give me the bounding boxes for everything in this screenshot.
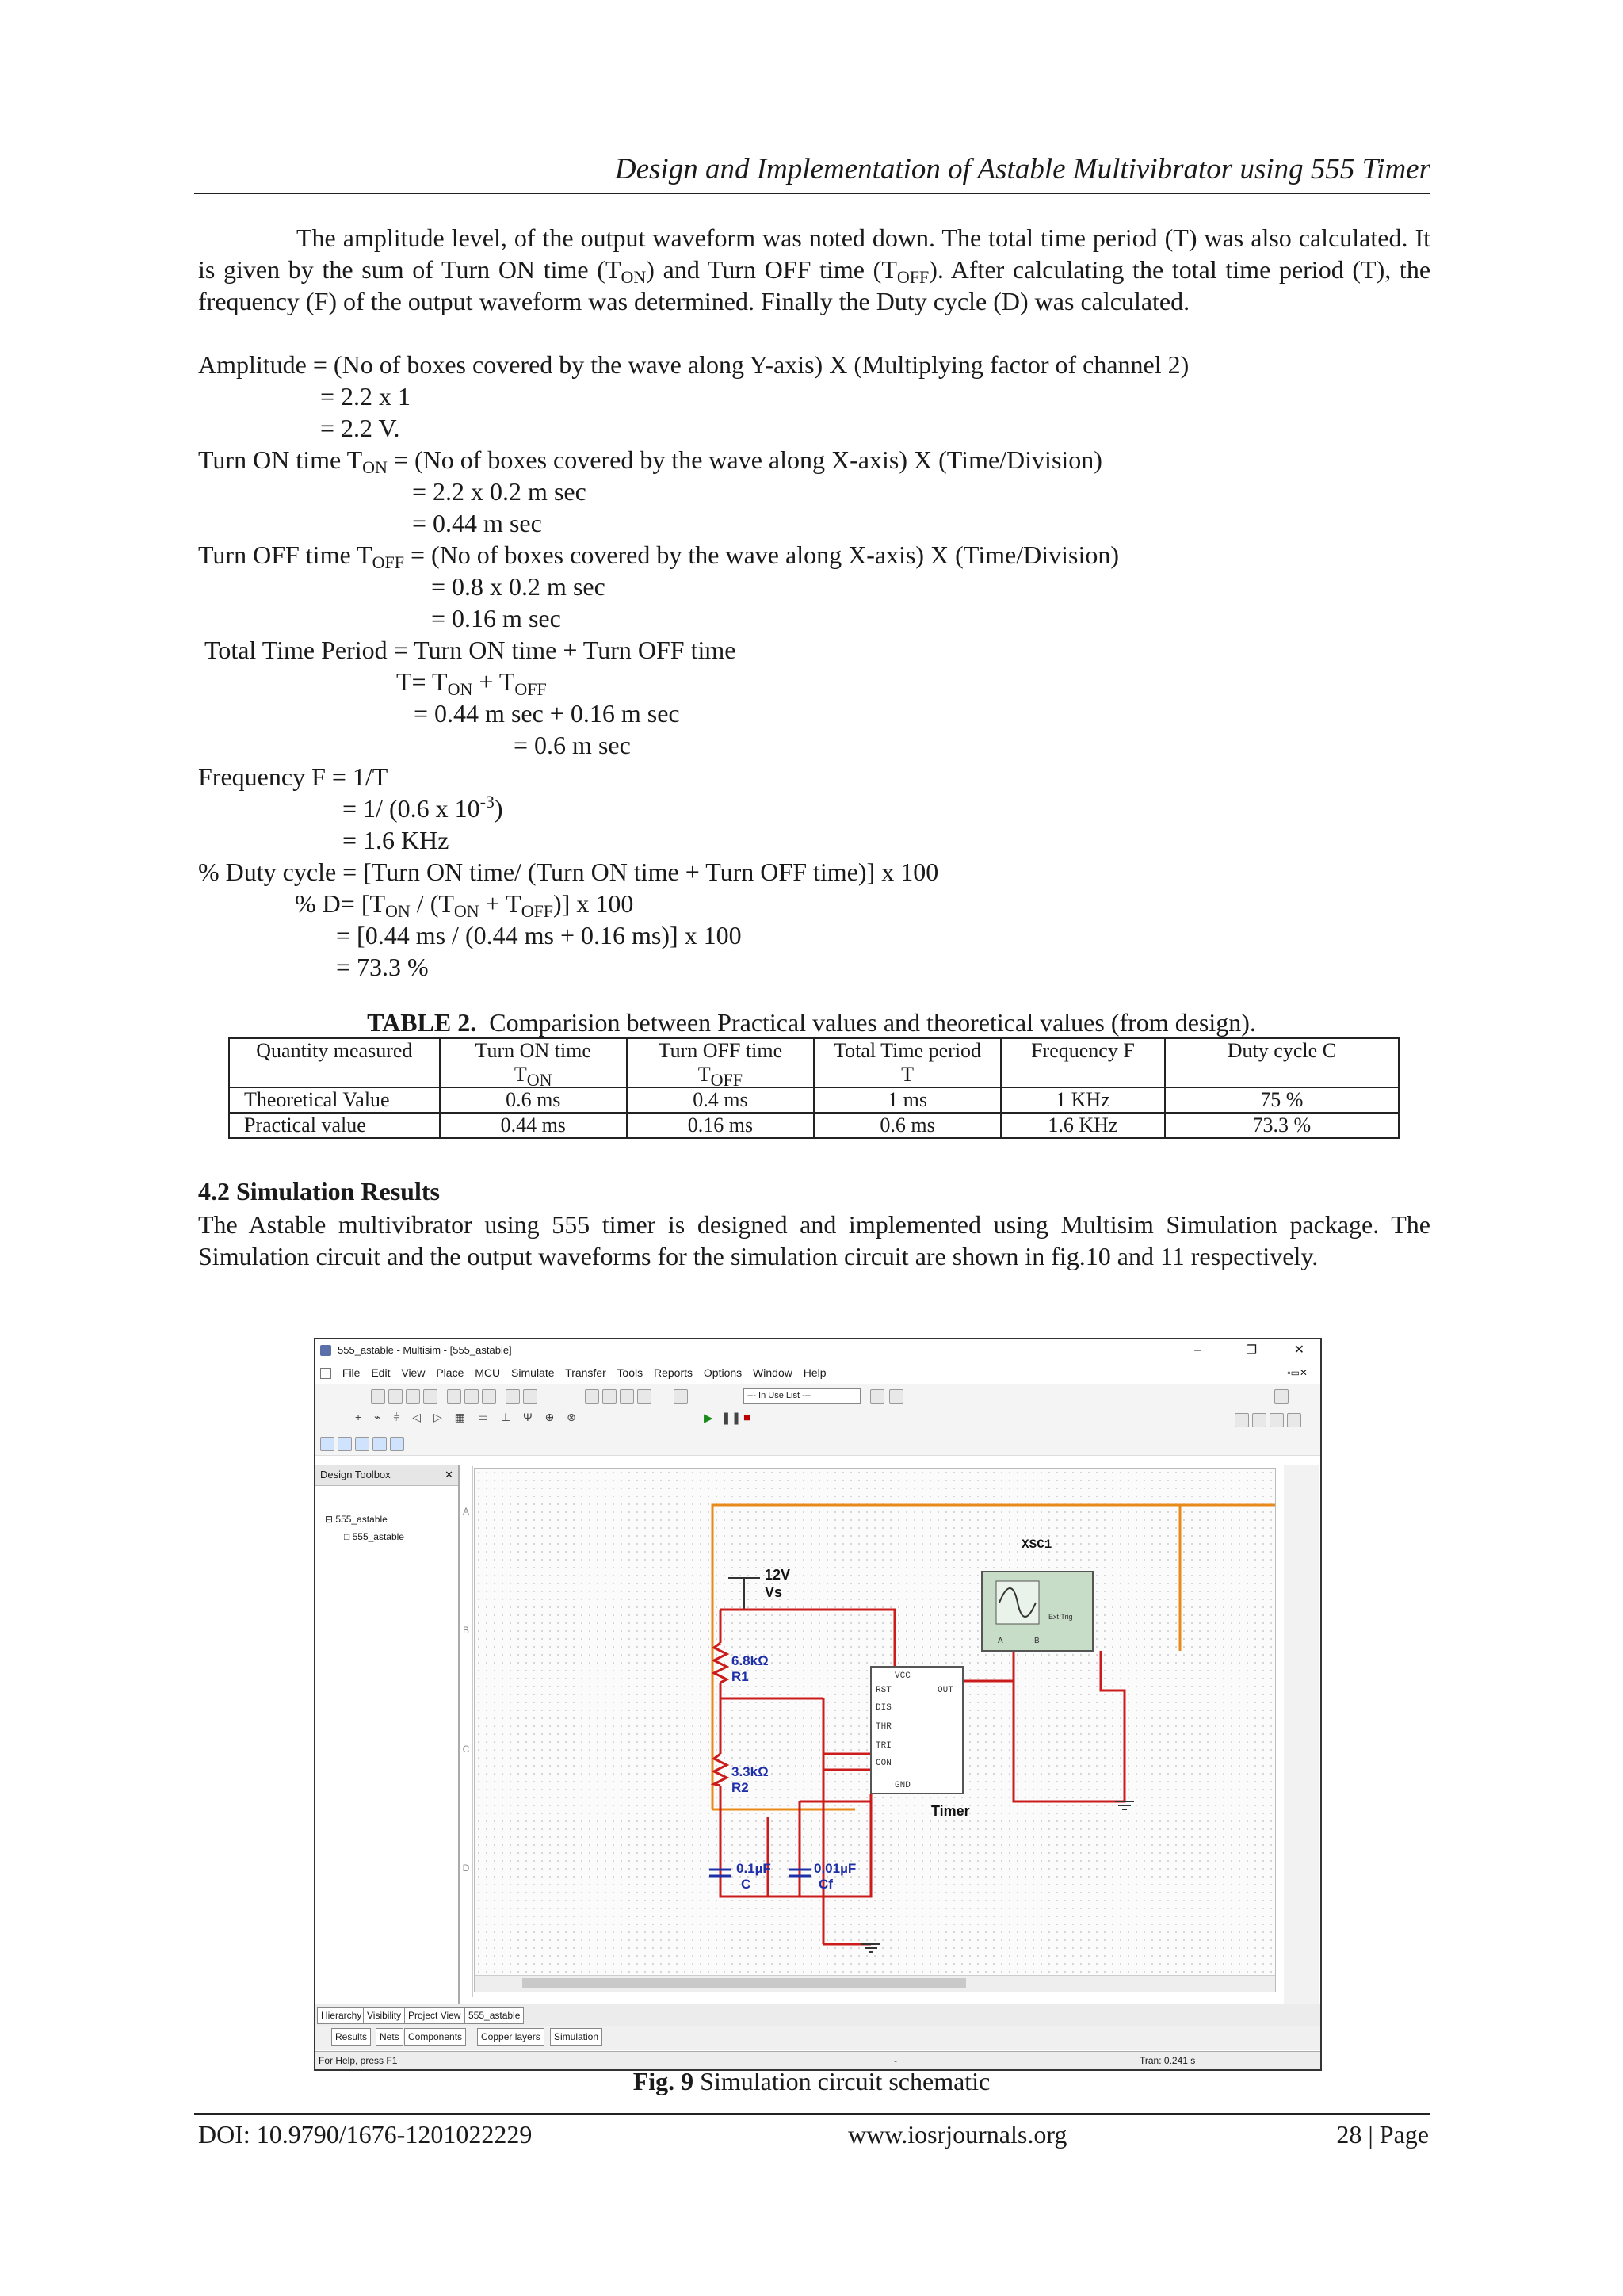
tree-child-label: 555_astable <box>352 1531 404 1542</box>
calc-amplitude-line: Amplitude = (No of boxes covered by the wave along Y-axis) X (Multiplying factor of channel 2) <box>198 350 1190 379</box>
ton-sub: ON <box>362 457 388 477</box>
tab-document[interactable]: 555_astable <box>464 2007 524 2024</box>
figure-caption-text: Simulation circuit schematic <box>700 2067 991 2095</box>
duty-sub-2: ON <box>453 901 479 921</box>
horizontal-scrollbar[interactable] <box>475 1975 1275 1992</box>
calc-amplitude-result: = 2.2 V. <box>320 414 400 442</box>
intro-text-3: ). After calculating the total time period (T), the frequency (F) of the output waveform was determined. Finally the Duty cycle (D) was calculated. <box>198 255 1431 315</box>
calc-duty-result: = 73.3 % <box>336 953 429 981</box>
freq-step-a: = 1/ (0.6 x 10 <box>342 794 480 823</box>
supply-name: Vs <box>765 1584 783 1600</box>
calc-amplitude-step: = 2.2 x 1 <box>320 382 411 411</box>
in-use-list-select[interactable]: --- In Use List --- <box>743 1388 861 1404</box>
menu-transfer[interactable]: Transfer <box>565 1366 606 1379</box>
pin-out: OUT <box>938 1686 953 1695</box>
mdi-controls[interactable]: ▫▭✕ <box>1287 1367 1308 1378</box>
period-plus: + T <box>472 667 515 696</box>
zoom-out-icon[interactable] <box>1252 1413 1266 1427</box>
toolbar-components <box>315 1408 1320 1432</box>
comparison-table <box>228 1037 1400 1139</box>
scope-label: XSC1 <box>1022 1538 1052 1552</box>
r2-body <box>714 1754 727 1786</box>
pause-icon[interactable]: ❚❚ <box>721 1412 742 1425</box>
tree-node-child[interactable]: □ 555_astable <box>344 1531 404 1542</box>
cut-icon[interactable] <box>447 1389 461 1404</box>
row-label: A <box>462 1506 469 1517</box>
calc-frequency-result: = 1.6 KHz <box>342 826 449 854</box>
table-cell: 1.6 KHz <box>1001 1113 1165 1138</box>
ext-trig-label: Ext Trig <box>1048 1613 1073 1621</box>
table-cell: 0.4 ms <box>627 1087 814 1113</box>
duty-d: )] x 100 <box>553 889 634 918</box>
calc-toff-line <box>198 539 1119 571</box>
table-cell: 0.6 ms <box>440 1087 627 1113</box>
ton-formula: = (No of boxes covered by the wave along X-axis) X (Time/Division) <box>387 445 1102 474</box>
restore-icon[interactable]: ❐ <box>1246 1343 1257 1357</box>
menu-view[interactable]: View <box>401 1366 426 1379</box>
save-icon[interactable] <box>406 1389 420 1404</box>
period-sub-off: OFF <box>514 679 547 699</box>
duty-a: % D= [T <box>295 889 386 918</box>
freq-step-b: ) <box>494 794 503 823</box>
table-row <box>229 1087 1399 1113</box>
table-header-row <box>229 1038 1399 1087</box>
toff-formula: = (No of boxes covered by the wave along X-axis) X (Time/Division) <box>403 541 1119 569</box>
scope-channel-a: A <box>998 1637 1003 1645</box>
menu-mcu[interactable]: MCU <box>475 1366 501 1379</box>
zoom-in-icon[interactable] <box>1235 1413 1249 1427</box>
orange-wire <box>712 1505 1275 1809</box>
table-cell: 0.6 ms <box>814 1113 1001 1138</box>
row-label: D <box>462 1862 470 1874</box>
instruments-bar <box>1284 1465 1319 2004</box>
multisim-screenshot <box>314 1338 1322 2071</box>
table-cell: 1 KHz <box>1001 1087 1165 1113</box>
table-cell: Theoretical Value <box>229 1087 440 1113</box>
zoom-fit-icon[interactable] <box>1287 1413 1301 1427</box>
tab-nets[interactable]: Nets <box>376 2028 403 2046</box>
calc-frequency-step <box>342 793 503 824</box>
calc-duty-line: % Duty cycle = [Turn ON time/ (Turn ON time + Turn OFF time)] x 100 <box>198 858 939 886</box>
scroll-thumb[interactable] <box>522 1978 966 1988</box>
instrument-icon[interactable] <box>355 1437 369 1451</box>
table-caption-text: Comparision between Practical values and theoretical values (from design). <box>489 1008 1256 1037</box>
component-icon[interactable] <box>602 1389 617 1404</box>
instrument-icon[interactable] <box>320 1437 334 1451</box>
new-icon[interactable] <box>371 1389 385 1404</box>
redo-icon[interactable] <box>523 1389 537 1404</box>
question-icon[interactable] <box>889 1389 903 1404</box>
tab-hierarchy[interactable]: Hierarchy <box>317 2007 365 2024</box>
project-tree <box>315 1507 458 1545</box>
toff-label: Turn OFF time T <box>198 541 372 569</box>
instrument-icon[interactable] <box>338 1437 352 1451</box>
menu-bar <box>315 1362 1320 1384</box>
footer-page: 28 | Page <box>1336 2120 1429 2149</box>
header-sym: T <box>697 1063 711 1086</box>
calc-period-line: Total Time Period = Turn ON time + Turn OFF time <box>204 636 736 664</box>
header-sym-sub: OFF <box>710 1070 743 1090</box>
menu-tools[interactable]: Tools <box>617 1366 643 1379</box>
grapher-icon[interactable] <box>637 1389 651 1404</box>
header-cell <box>814 1038 1001 1087</box>
copy-icon[interactable] <box>464 1389 479 1404</box>
header-cell <box>627 1038 814 1090</box>
calc-toff-step: = 0.8 x 0.2 m sec <box>431 572 605 601</box>
calc-ton-step: = 2.2 x 0.2 m sec <box>412 477 586 506</box>
tab-copper-layers[interactable]: Copper layers <box>477 2028 544 2046</box>
table-cell: Practical value <box>229 1113 440 1138</box>
paste-icon[interactable] <box>482 1389 496 1404</box>
open-icon[interactable] <box>388 1389 403 1404</box>
table-cell: 1 ms <box>814 1087 1001 1113</box>
tab-project-view[interactable]: Project View <box>404 2007 464 2024</box>
menu-file[interactable]: File <box>342 1366 361 1379</box>
period-t: T= T <box>396 667 448 696</box>
help-icon[interactable] <box>870 1389 884 1404</box>
cf-value: 0.01µF <box>814 1861 857 1876</box>
component-palette[interactable]: + ⌁ ⫩ ◁ ▷ ▦ ▭ ⊥ Ψ ⊕ ⊗ <box>355 1411 581 1423</box>
app-icon <box>320 1345 331 1356</box>
header-cell: Duty cycle C <box>1165 1038 1399 1087</box>
duty-sub-3: OFF <box>521 901 554 921</box>
pin-rst: RST <box>876 1686 892 1695</box>
instrument-icon[interactable] <box>372 1437 387 1451</box>
tab-components[interactable]: Components <box>404 2028 466 2046</box>
print-icon[interactable] <box>423 1389 437 1404</box>
bottom-tabbar <box>315 2004 1320 2027</box>
running-header: Design and Implementation of Astable Multivibrator using 555 Timer <box>614 153 1430 185</box>
intro-text-1: The amplitude level, of the output waveform was noted down. The total time period (T) was also calculated. It is given by the sum of Turn ON time ( <box>198 223 1430 284</box>
duty-b: / (T <box>410 889 454 918</box>
calc-duty-formula <box>295 888 633 919</box>
menu-reports[interactable]: Reports <box>653 1366 693 1379</box>
table-row <box>229 1113 1399 1138</box>
toolbox-buttons <box>315 1486 458 1507</box>
window-titlebar <box>315 1339 1320 1362</box>
window-title: 555_astable - Multisim - [555_astable] <box>338 1344 512 1356</box>
toolbox-close-icon[interactable]: ✕ <box>445 1469 453 1480</box>
calc-period-formula <box>396 666 547 697</box>
footer-rule <box>194 2113 1430 2115</box>
minimize-icon[interactable]: – <box>1194 1343 1201 1357</box>
duty-sub-1: ON <box>385 901 411 921</box>
c-value: 0.1µF <box>736 1861 771 1876</box>
r1-name: R1 <box>731 1669 749 1684</box>
toolbar-standard <box>315 1384 1320 1408</box>
tab-visibility[interactable]: Visibility <box>363 2007 405 2024</box>
ton-symbol: T <box>605 255 621 284</box>
tree-node-root[interactable]: ⊟ 555_astable <box>325 1514 388 1525</box>
supply-voltage: 12V <box>765 1567 791 1583</box>
toolbox-title-text: Design Toolbox <box>320 1469 391 1480</box>
menu-edit[interactable]: Edit <box>371 1366 391 1379</box>
header-text: Total Time period <box>834 1039 982 1062</box>
menu-options[interactable]: Options <box>703 1366 743 1379</box>
table-caption <box>0 1008 1623 1037</box>
cf-name: Cf <box>819 1877 833 1892</box>
close-icon[interactable]: ✕ <box>1293 1343 1304 1357</box>
stop-icon[interactable]: ■ <box>743 1411 751 1424</box>
status-help: For Help, press F1 <box>319 2055 398 2066</box>
r1-body <box>714 1643 727 1683</box>
table-label: TABLE 2. <box>367 1008 477 1037</box>
header-cell: Quantity measured <box>229 1038 440 1087</box>
spreadsheet-view <box>315 2026 1320 2050</box>
calc-duty-step: = [0.44 ms / (0.44 ms + 0.16 ms)] x 100 <box>336 921 742 949</box>
schematic-canvas[interactable] <box>474 1468 1276 1992</box>
layout-icon[interactable] <box>1274 1389 1289 1404</box>
database-icon[interactable] <box>674 1389 688 1404</box>
r1-value: 6.8kΩ <box>731 1653 769 1668</box>
header-cell <box>440 1038 627 1090</box>
calc-frequency-line: Frequency F = 1/T <box>198 762 388 791</box>
table-cell: 75 % <box>1165 1087 1399 1113</box>
grid-icon[interactable] <box>585 1389 599 1404</box>
calc-period-step: = 0.44 m sec + 0.16 m sec <box>414 699 680 728</box>
calc-period-result: = 0.6 m sec <box>514 731 631 759</box>
ton-label: Turn ON time T <box>198 445 363 474</box>
doc-icon <box>320 1368 331 1379</box>
table-cell: 0.16 ms <box>627 1113 814 1138</box>
spreadsheet-icon[interactable] <box>620 1389 634 1404</box>
tab-results[interactable]: Results <box>331 2028 371 2046</box>
table-cell: 0.44 ms <box>440 1113 627 1138</box>
intro-text-2: ) and Turn OFF time ( <box>646 255 882 284</box>
r2-value: 3.3kΩ <box>731 1764 769 1779</box>
pin-vcc: VCC <box>895 1671 911 1681</box>
calc-toff-result: = 0.16 m sec <box>431 604 561 632</box>
row-label: C <box>462 1744 470 1755</box>
header-text: Turn ON time <box>475 1039 591 1062</box>
schematic-drawing <box>475 1469 1275 1992</box>
section-paragraph: The Astable multivibrator using 555 timer is designed and implemented using Multisim Simulation package. The Simulation circuit and the output waveforms for the simulation circuit are shown in fig.10 and 11 respectively. <box>198 1210 1430 1270</box>
status-sep: - <box>894 2055 897 2066</box>
pin-dis: DIS <box>876 1703 892 1713</box>
section-heading: 4.2 Simulation Results <box>198 1177 440 1205</box>
timer-label: Timer <box>931 1803 970 1819</box>
toff-subscript: OFF <box>896 267 930 287</box>
header-sym: T <box>901 1063 914 1086</box>
figure-label: Fig. 9 <box>632 2067 694 2095</box>
toff-sub: OFF <box>372 552 404 572</box>
toff-symbol: T <box>881 255 897 284</box>
period-sub-on: ON <box>447 679 473 699</box>
figure-caption <box>0 2067 1623 2096</box>
run-icon[interactable]: ▶ <box>704 1412 713 1425</box>
header-sym-sub: ON <box>526 1070 552 1090</box>
table-cell: 73.3 % <box>1165 1113 1399 1138</box>
r2-name: R2 <box>731 1780 749 1795</box>
row-label: B <box>462 1625 469 1636</box>
footer-site[interactable]: www.iosrjournals.org <box>848 2120 1067 2149</box>
pin-gnd: GND <box>895 1781 911 1790</box>
status-tran: Tran: 0.241 s <box>1140 2055 1196 2066</box>
design-toolbox <box>315 1465 460 2004</box>
undo-icon[interactable] <box>506 1389 520 1404</box>
menu-simulate[interactable]: Simulate <box>511 1366 555 1379</box>
design-toolbox-title <box>315 1465 458 1486</box>
header-text: Turn OFF time <box>658 1039 783 1062</box>
intro-paragraph <box>198 222 1430 317</box>
toolbar-instruments <box>315 1431 1320 1456</box>
c-name: C <box>741 1877 751 1892</box>
ground-icon <box>861 1801 1134 1952</box>
pin-tri: TRI <box>876 1741 892 1751</box>
pin-thr: THR <box>876 1722 892 1732</box>
header-cell: Frequency F <box>1001 1038 1165 1087</box>
instrument-icon[interactable] <box>390 1437 404 1451</box>
calc-ton-line <box>198 444 1102 476</box>
freq-exponent: -3 <box>479 792 495 812</box>
scope-channel-b: B <box>1034 1637 1040 1645</box>
header-sym: T <box>514 1063 527 1086</box>
row-ruler <box>460 1466 473 1997</box>
duty-c: + T <box>479 889 521 918</box>
menu-window[interactable]: Window <box>753 1366 792 1379</box>
footer-doi: DOI: 10.9790/1676-1201022229 <box>198 2120 533 2149</box>
pin-con: CON <box>876 1759 892 1768</box>
calc-ton-result: = 0.44 m sec <box>412 509 542 537</box>
ton-subscript: ON <box>621 267 647 287</box>
tree-root-label: 555_astable <box>335 1514 388 1525</box>
header-rule <box>194 193 1430 194</box>
menu-place[interactable]: Place <box>436 1366 464 1379</box>
zoom-area-icon[interactable] <box>1270 1413 1284 1427</box>
tab-simulation[interactable]: Simulation <box>550 2028 602 2046</box>
menu-help[interactable]: Help <box>803 1366 827 1379</box>
